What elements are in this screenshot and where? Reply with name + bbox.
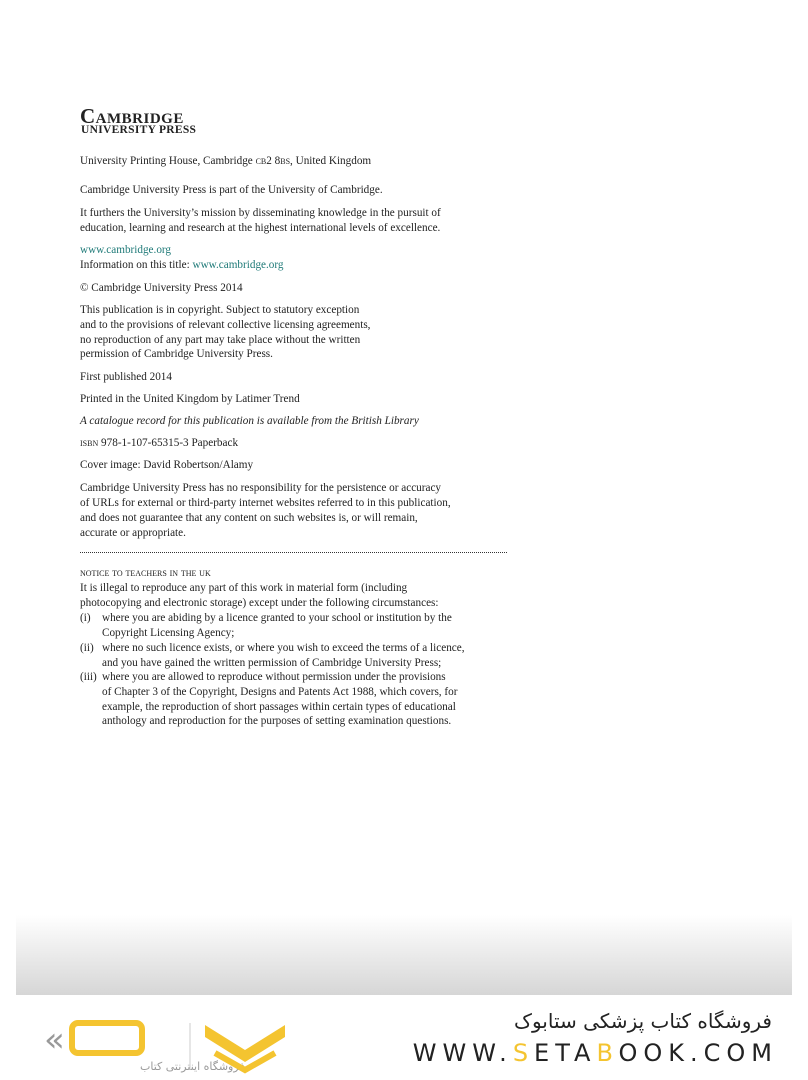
dotted-divider	[80, 552, 507, 553]
disclaimer-line: accurate or appropriate.	[80, 527, 186, 539]
printed-in: Printed in the United Kingdom by Latimer Trend	[80, 393, 300, 405]
notice-item	[80, 670, 457, 729]
address-text: University Printing House, Cambridge	[80, 155, 256, 167]
persian-store-title: فروشگاه کتاب پزشکی ستابوک	[514, 1009, 772, 1033]
item-number: (i)	[80, 612, 91, 624]
copyright: © Cambridge University Press 2014	[80, 282, 243, 294]
title-info	[80, 258, 284, 273]
copyright-notice-line: This publication is in copyright. Subject to statutory exception	[80, 304, 360, 316]
postcode: cb2 8bs	[255, 155, 291, 167]
watermark-footer	[0, 995, 808, 1080]
setabook-logo	[40, 1015, 320, 1079]
address	[80, 154, 371, 169]
cover-credit: Cover image: David Robertson/Alamy	[80, 459, 254, 471]
notice-title: notice to teachers in the uk	[80, 567, 211, 579]
part-of-statement: Cambridge University Press is part of the University of Cambridge.	[80, 184, 383, 196]
copyright-notice-line: no reproduction of any part may take place without the written	[80, 334, 361, 346]
item-text: and you have gained the written permission of Cambridge University Press;	[102, 656, 442, 669]
logo-caption: فروشگاه اینترنتی کتاب	[140, 1060, 245, 1073]
copyright-notice-line: permission of Cambridge University Press.	[80, 348, 273, 360]
first-published: First published 2014	[80, 371, 172, 383]
item-number: (iii)	[80, 671, 97, 683]
item-text: where you are abiding by a licence granted to your school or institution by the	[102, 612, 452, 624]
notice-intro: photocopying and electronic storage) except under the following circumstances:	[80, 597, 439, 609]
address-country: , United Kingdom	[290, 155, 372, 167]
item-text: example, the reproduction of short passages within certain types of educational	[102, 700, 456, 713]
item-number: (ii)	[80, 642, 94, 654]
disclaimer-line: and does not guarantee that any content on such websites is, or will remain,	[80, 512, 418, 524]
isbn-value: 978-1-107-65315-3 Paperback	[98, 437, 239, 449]
notice-item	[80, 611, 452, 641]
page-shadow	[16, 915, 792, 995]
item-text: Copyright Licensing Agency;	[102, 626, 235, 639]
catalogue-record: A catalogue record for this publication is available from the British Library	[80, 415, 419, 427]
copyright-notice-line: and to the provisions of relevant collective licensing agreements,	[80, 319, 371, 331]
disclaimer-line: Cambridge University Press has no responsibility for the persistence or accuracy	[80, 482, 442, 494]
website-link[interactable]: www.cambridge.org	[80, 244, 172, 256]
item-text: where you are allowed to reproduce without permission under the provisions	[102, 671, 446, 683]
publisher-logo: Cambridge	[80, 104, 184, 128]
mission-line: It furthers the University’s mission by disseminating knowledge in the pursuit of	[80, 207, 441, 219]
disclaimer-line: of URLs for external or third-party internet websites referred to in this publication,	[80, 497, 451, 509]
isbn-label: isbn	[80, 437, 99, 449]
title-info-label: Information on this title:	[80, 259, 193, 271]
setabook-url[interactable]: WWW.SETABOOK.COM	[412, 1039, 778, 1067]
isbn	[80, 436, 238, 451]
item-text: anthology and reproduction for the purposes of setting examination questions.	[102, 715, 452, 728]
svg-text:«: «	[44, 1020, 65, 1060]
item-text: of Chapter 3 of the Copyright, Designs and Patents Act 1988, which covers, for	[102, 685, 458, 698]
publisher-logo-subtitle: UNIVERSITY PRESS	[81, 124, 197, 136]
item-text: where no such licence exists, or where you wish to exceed the terms of a licence,	[102, 642, 465, 654]
title-info-link[interactable]: www.cambridge.org	[192, 259, 284, 271]
notice-intro: It is illegal to reproduce any part of this work in material form (including	[80, 582, 408, 594]
notice-item	[80, 641, 465, 671]
mission-line: education, learning and research at the highest international levels of excellence.	[80, 222, 441, 234]
